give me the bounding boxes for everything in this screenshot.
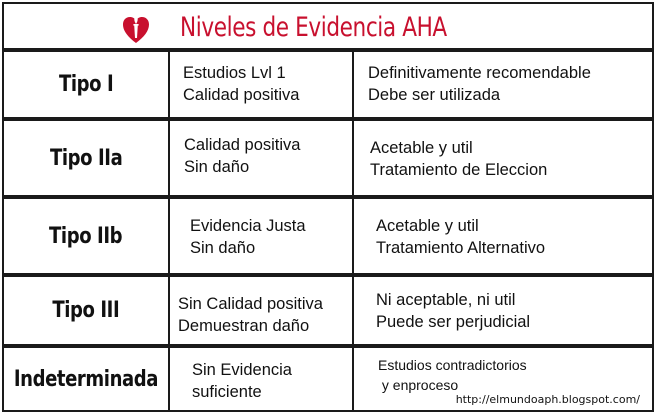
recommendation-cell (354, 199, 652, 273)
type-cell (4, 277, 170, 344)
recommendation-line: Puede ser perjudicial (376, 313, 531, 331)
recommendation-line: Estudios contradictorios (378, 357, 527, 373)
recommendation-line: Tratamiento de Eleccion (370, 161, 548, 179)
recommendation-cell (354, 121, 652, 195)
recommendation-line: y enproceso (378, 377, 459, 393)
quality-line: Sin daño (190, 239, 256, 257)
quality-line: Sin Evidencia (192, 361, 292, 379)
type-cell (4, 52, 170, 117)
quality-cell (170, 277, 354, 344)
table-row (2, 50, 654, 119)
title-bar (2, 2, 654, 50)
type-label: Tipo IIb (49, 223, 123, 249)
quality-cell (170, 121, 354, 195)
quality-cell (170, 52, 354, 117)
quality-cell (170, 348, 354, 410)
table-row (2, 346, 654, 412)
type-cell (4, 348, 170, 410)
type-label: Indeterminada (13, 366, 159, 392)
quality-line: suficiente (192, 383, 262, 401)
quality-line: Evidencia Justa (190, 217, 306, 235)
recommendation-line: Definitivamente recomendable (368, 64, 591, 82)
quality-line: Sin daño (184, 158, 250, 176)
recommendation-line: Debe ser utilizada (368, 86, 501, 104)
table-row (2, 197, 654, 275)
recommendation-line: Ni aceptable, ni util (376, 291, 516, 309)
heart-torch-icon (122, 13, 150, 45)
type-label: Tipo IIa (49, 145, 123, 171)
type-cell (4, 199, 170, 273)
recommendation-line: Acetable y util (376, 217, 479, 235)
type-label: Tipo III (52, 298, 120, 323)
type-cell (4, 121, 170, 195)
table-row (2, 275, 654, 346)
recommendation-cell (354, 277, 652, 344)
recommendation-line: Tratamiento Alternativo (376, 239, 546, 257)
page-title: Niveles de Evidencia AHA (180, 12, 447, 43)
quality-line: Demuestran daño (178, 317, 310, 335)
recommendation-line: Acetable y util (370, 139, 473, 157)
table-row (2, 119, 654, 197)
recommendation-cell (354, 52, 652, 117)
source-url: http://elmundoaph.blogspot.com/ (455, 393, 640, 406)
quality-line: Sin Calidad positiva (178, 295, 323, 313)
quality-line: Estudios Lvl 1 (183, 64, 286, 82)
quality-cell (170, 199, 354, 273)
quality-line: Calidad positiva (184, 136, 301, 154)
type-label: Tipo I (58, 72, 114, 97)
quality-line: Calidad positiva (183, 86, 300, 104)
